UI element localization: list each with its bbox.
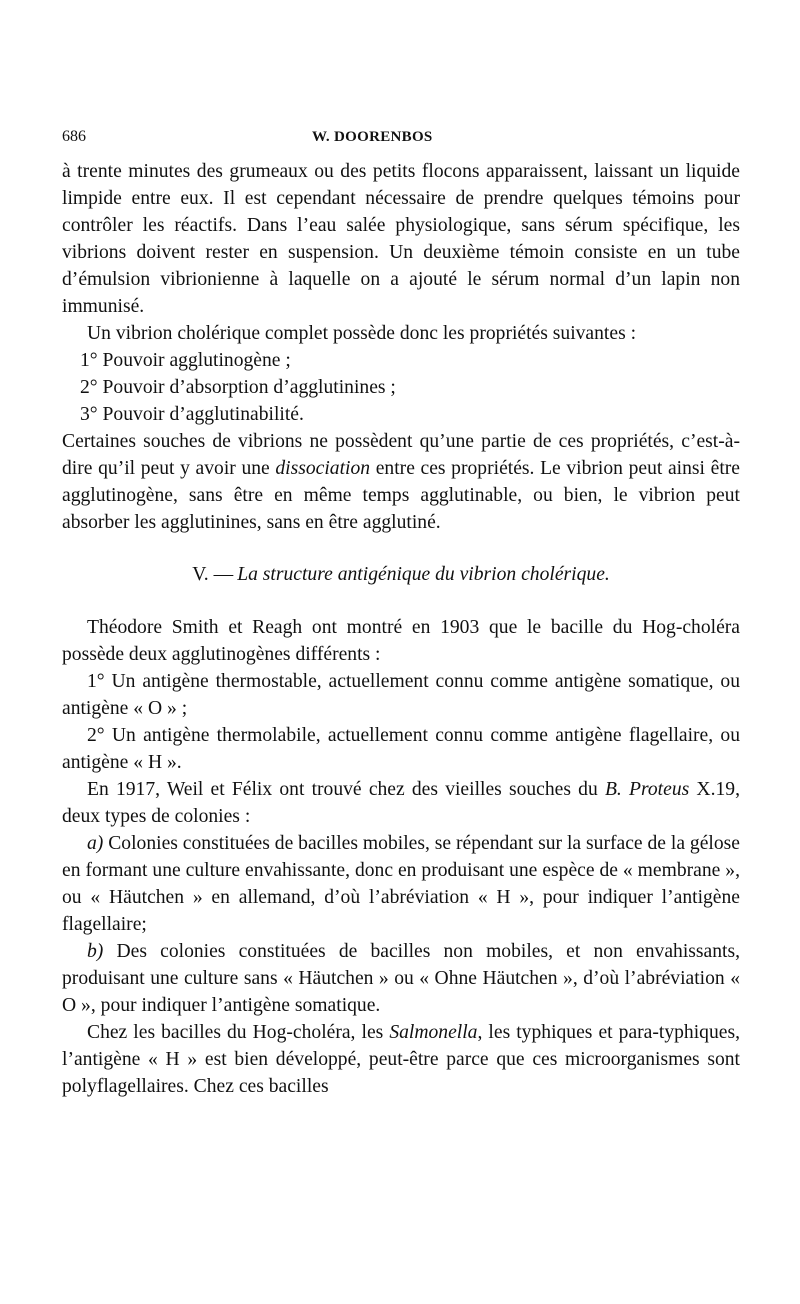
section-number: V. — <box>192 564 234 585</box>
paragraph-5 <box>62 776 740 830</box>
paragraph-1: à trente minutes des grumeaux ou des petits flocons apparaissent, laissant un liquide limpide entre eux. Il est cependant nécessaire de prendre quelques témoins pour contrôler les réactifs. Dans l’eau salée physiologique, sans sérum spécifique, les vibrions doivent rester en suspension. Un deuxième témoin consiste en un tube d’émulsion vibrionienne à laquelle on a ajouté le sérum normal d’un lapin non immunisé. <box>62 161 740 317</box>
paragraph-2: Un vibrion cholérique complet possède donc les propriétés suivantes : <box>87 323 637 344</box>
paragraph-3-end: entre ces propriétés. Le vibrion peut ainsi être agglutinogène, sans être en même temps agglutinable, ou bien, le vibrion peut absorber les agglutinines, sans en être agglutiné. <box>62 458 740 533</box>
antigen-item-1: 1° Un antigène thermostable, actuellement connu comme antigène somatique, ou antigène « O » ; <box>62 671 740 719</box>
page <box>62 128 740 1100</box>
antigen-item-2: 2° Un antigène thermolabile, actuellement connu comme antigène flagellaire, ou antigène « H ». <box>62 725 740 773</box>
page-header <box>62 128 740 158</box>
paragraph-6-end: , les typhiques et para-typhiques, l’antigène « H » est bien développé, peut-être parce que ces microorganismes sont polyflagellaires. Chez ces bacilles <box>62 1022 740 1097</box>
property-item-3: 3° Pouvoir d’agglutinabilité. <box>80 404 304 425</box>
colony-item-a-label: a) <box>87 833 104 854</box>
property-item-2: 2° Pouvoir d’absorption d’agglutinines ; <box>80 377 396 398</box>
paragraph-5-start: En 1917, Weil et Félix ont trouvé chez des vieilles souches du <box>87 779 605 800</box>
section-heading <box>62 561 740 588</box>
page-number: 686 <box>62 128 86 145</box>
paragraph-6 <box>62 1019 740 1100</box>
paragraph-5-end: X.19, deux types de colonies : <box>62 779 740 827</box>
colony-item-b-label: b) <box>87 941 104 962</box>
colony-item-a <box>62 830 740 938</box>
paragraph-3 <box>62 428 740 536</box>
paragraph-6-start: Chez les bacilles du Hog-choléra, les <box>87 1022 390 1043</box>
genus-name: Salmonella <box>389 1022 478 1043</box>
section-title: La structure antigénique du vibrion cholérique. <box>237 564 610 585</box>
body-text <box>62 158 740 1100</box>
species-name: B. Proteus <box>604 779 690 800</box>
paragraph-4: Théodore Smith et Reagh ont montré en 1903 que le bacille du Hog-choléra possède deux agglutinogènes différents : <box>62 617 740 665</box>
property-item-1: 1° Pouvoir agglutinogène ; <box>80 350 291 371</box>
paragraph-3-start: Certaines souches de vibrions ne possèdent qu’une partie de ces propriétés, c’est-à-dire qu’il peut y avoir une <box>62 431 740 479</box>
emphasis-dissociation: dissociation <box>275 458 371 479</box>
colony-item-b <box>62 938 740 1019</box>
colony-item-a-text: Colonies constituées de bacilles mobiles, se répendant sur la surface de la gélose en formant une culture envahissante, donc en produisant une espèce de « membrane », ou « Häutchen » en allemand, d’où l’abréviation « H », pour indiquer l’antigène flagellaire; <box>62 833 740 935</box>
colony-item-b-text: Des colonies constituées de bacilles non mobiles, et non envahissants, produisant une culture sans « Häutchen » ou « Ohne Häutchen », d’où l’abréviation « O », pour indiquer l’antigène somatique. <box>62 941 740 1016</box>
running-head: W. DOORENBOS <box>312 129 433 145</box>
